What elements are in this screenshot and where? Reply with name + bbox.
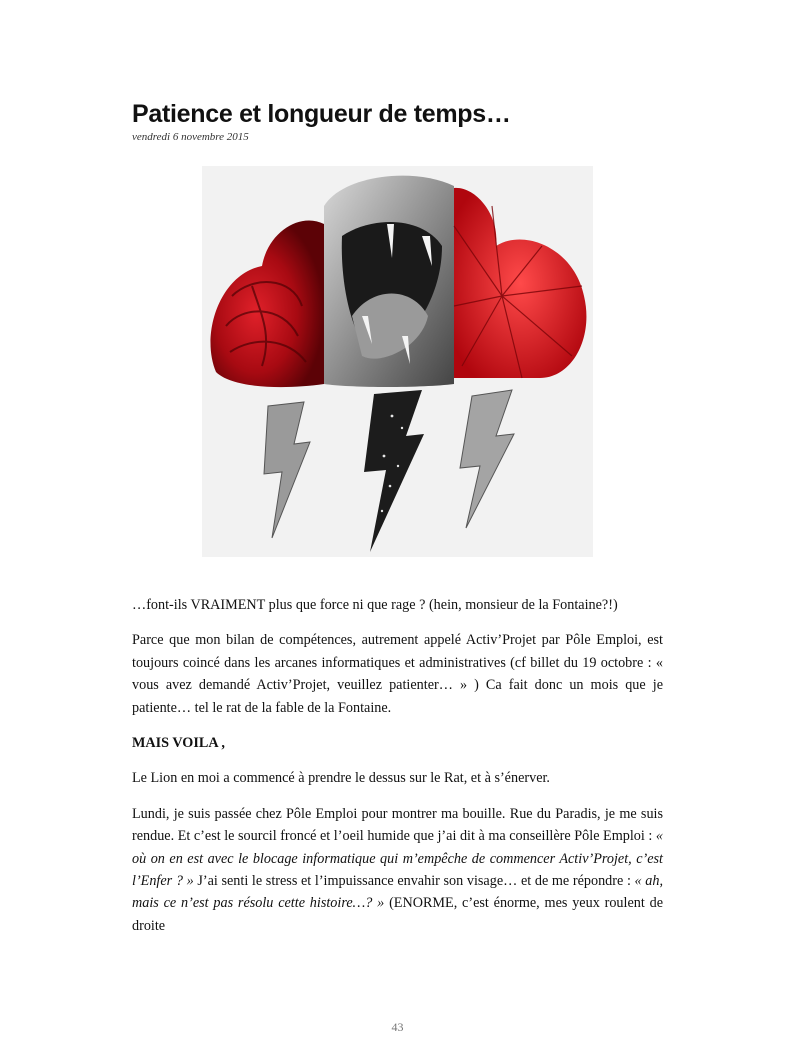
lightning-bolt-right	[460, 390, 514, 528]
paragraph-1: …font-ils VRAIMENT plus que force ni que rage ? (hein, monsieur de la Fontaine?!)	[132, 597, 618, 613]
page-number: 43	[391, 1020, 404, 1034]
p5-text-a: Lundi, je suis passée chez Pôle Emploi pour montrer ma bouille. Rue du Paradis, je me suis rendue. Et c’est le sourcil froncé et l’oeil humide que j’ai dit à ma conseillère Pôle Emploi :	[132, 805, 663, 845]
storm-cloud-collage-image	[202, 166, 593, 557]
p5-quote-2: « ah, mais ce n’est pas résolu cette histoire…? »	[132, 873, 664, 912]
p5-text-c: J’ai senti le stress et l’impuissance envahir son visage… et de me répondre :	[193, 873, 635, 890]
paragraph-2: Parce que mon bilan de compétences, autrement appelé Activ’Projet par Pôle Emploi, est toujours coincé dans les arcanes informatiques et administratives (cf billet du 19 octobre : « vous avez demandé Activ’Projet, veuillez patienter… » ) Ca fait donc un mois que je patiente… tel le rat de la fable de la Fontaine.	[132, 632, 663, 716]
paragraph-3: MAIS VOILA ,	[132, 735, 225, 752]
paragraph-5	[132, 803, 663, 937]
red-umbrella-cloud	[454, 188, 586, 378]
lightning-bolt-center	[364, 390, 424, 552]
collage-illustration	[202, 166, 593, 557]
lightning-bolt-left	[264, 402, 310, 538]
p5-text-e: (ENORME, c’est énorme, mes yeux roulent de droite	[132, 895, 663, 934]
article-body	[132, 594, 663, 950]
red-rose-cloud	[211, 220, 324, 387]
post-title: Patience et longueur de temps…	[132, 100, 511, 128]
post-date: vendredi 6 novembre 2015	[132, 131, 249, 143]
paragraph-4: Le Lion en moi a commencé à prendre le dessus sur le Rat, et à s’énerver.	[132, 770, 550, 787]
p5-quote-1: « où on en est avec le blocage informatique qui m’empêche de commencer Activ’Projet, c’est l’Enfer ? »	[132, 828, 663, 890]
